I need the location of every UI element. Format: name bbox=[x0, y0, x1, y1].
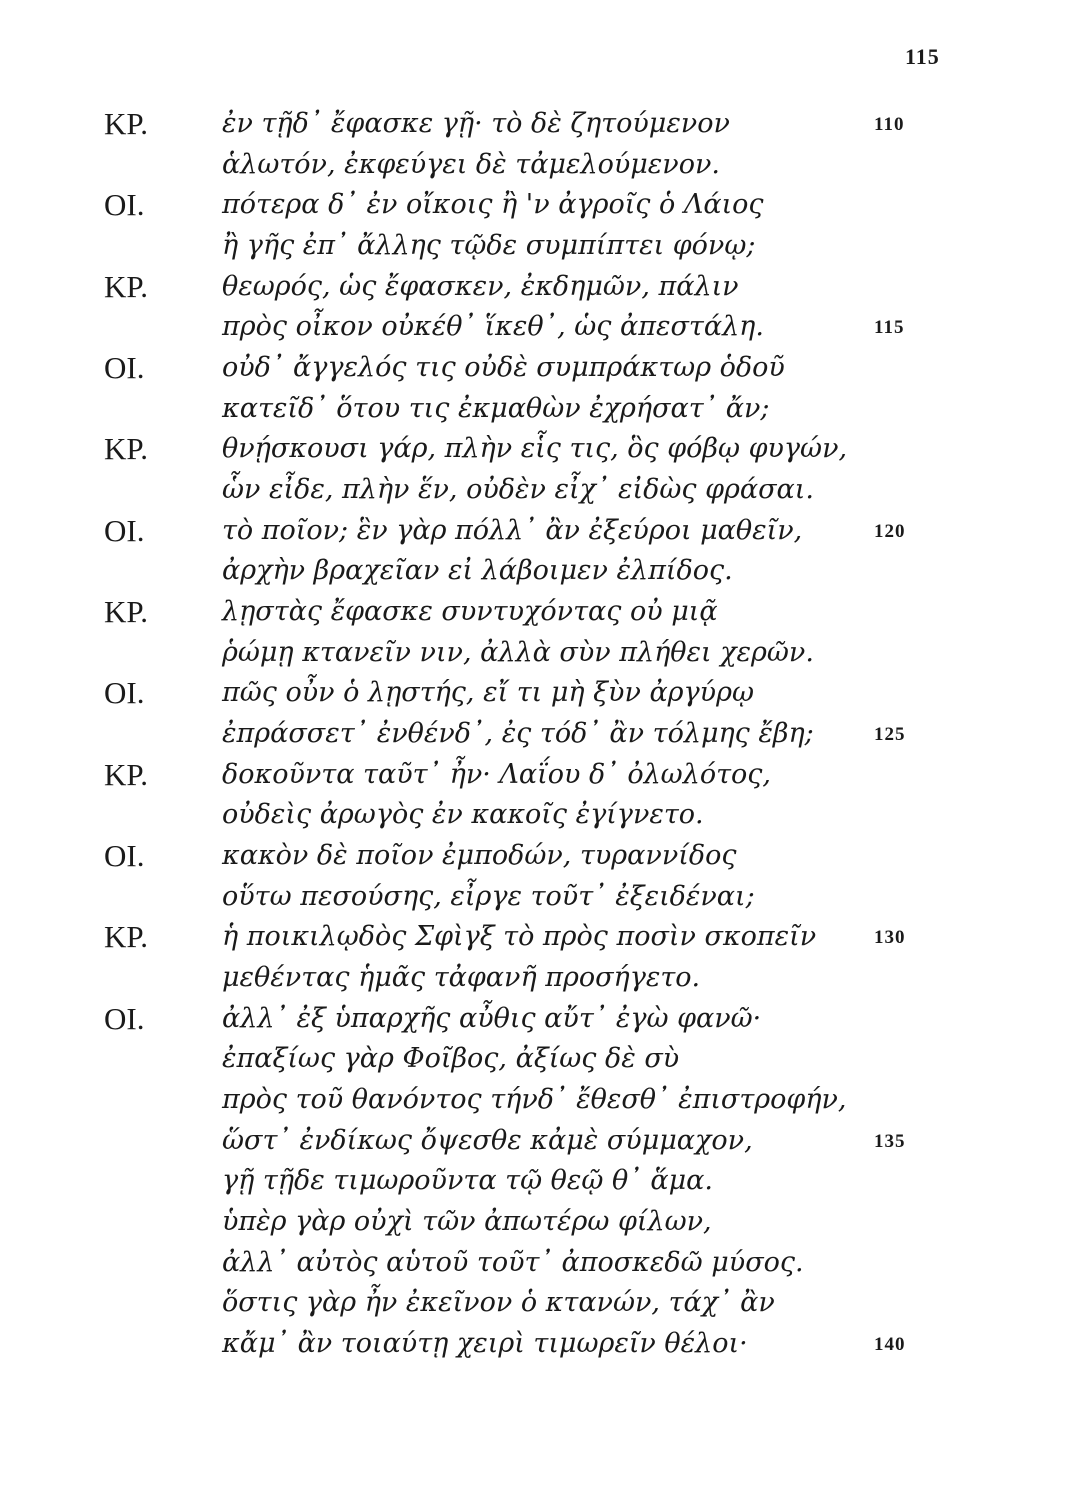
verse-text: ὥστ᾽ ἐνδίκως ὄψεσθε κἀμὲ σύμμαχον, bbox=[222, 1125, 753, 1156]
speaker-label: ΚΡ. bbox=[104, 919, 148, 954]
verse-line bbox=[0, 1285, 1068, 1325]
line-number: 115 bbox=[874, 317, 905, 338]
verse-line bbox=[0, 553, 1068, 593]
verse-text: ὑπὲρ γὰρ οὐχὶ τῶν ἀπωτέρω φίλων, bbox=[222, 1206, 712, 1237]
verse-text: θνῄσκουσι γάρ, πλὴν εἷς τις, ὃς φόβῳ φυγών, bbox=[222, 433, 848, 464]
verse-text: τὸ ποῖον; ἓν γὰρ πόλλ᾽ ἂν ἐξεύροι μαθεῖν, bbox=[222, 515, 803, 546]
speaker-label: ΟΙ. bbox=[104, 350, 145, 385]
verse-line bbox=[0, 1041, 1068, 1081]
verse-line bbox=[0, 472, 1068, 512]
verse-text: ὅστις γὰρ ἦν ἐκεῖνον ὁ κτανών, τάχ᾽ ἂν bbox=[222, 1287, 775, 1318]
verse-line bbox=[0, 1204, 1068, 1244]
verse-text: γῇ τῇδε τιμωροῦντα τῷ θεῷ θ᾽ ἅμα. bbox=[222, 1165, 713, 1196]
line-number: 110 bbox=[874, 114, 905, 135]
verse-line bbox=[0, 147, 1068, 187]
speaker-label: ΟΙ. bbox=[104, 513, 145, 548]
verse-text: ἁλωτόν, ἐκφεύγει δὲ τἀμελούμενον. bbox=[222, 149, 720, 180]
verse-line bbox=[0, 391, 1068, 431]
verse-line bbox=[0, 635, 1068, 675]
verse-line bbox=[0, 269, 1068, 309]
verse-line bbox=[0, 757, 1068, 797]
speaker-label: ΟΙ. bbox=[104, 187, 145, 222]
verse-text: θεωρός, ὡς ἔφασκεν, ἐκδημῶν, πάλιν bbox=[222, 271, 739, 302]
line-number: 125 bbox=[874, 724, 906, 745]
line-number: 140 bbox=[874, 1334, 906, 1355]
verse-text: πότερα δ᾽ ἐν οἴκοις ἢ 'ν ἀγροῖς ὁ Λάιος bbox=[222, 189, 764, 220]
verse-text: οὐδεὶς ἀρωγὸς ἐν κακοῖς ἐγίγνετο. bbox=[222, 799, 704, 830]
verse-text: ἐπράσσετ᾽ ἐνθένδ᾽, ἐς τόδ᾽ ἂν τόλμης ἔβη; bbox=[222, 718, 814, 749]
verse-text: οὕτω πεσούσης, εἶργε τοῦτ᾽ ἐξειδέναι; bbox=[222, 881, 755, 912]
verse-line bbox=[0, 1245, 1068, 1285]
verse-line bbox=[0, 106, 1068, 146]
verse-line bbox=[0, 513, 1068, 553]
line-number: 135 bbox=[874, 1131, 906, 1152]
verse-text: πρὸς τοῦ θανόντος τήνδ᾽ ἔθεσθ᾽ ἐπιστροφήν, bbox=[222, 1084, 847, 1115]
verse-line bbox=[0, 797, 1068, 837]
speaker-label: ΚΡ. bbox=[104, 431, 148, 466]
verse-text: κατεῖδ᾽ ὅτου τις ἐκμαθὼν ἐχρήσατ᾽ ἄν; bbox=[222, 393, 770, 424]
verse-text: ἀλλ᾽ ἐξ ὑπαρχῆς αὖθις αὔτ᾽ ἐγὼ φανῶ· bbox=[222, 1003, 762, 1034]
verse-line bbox=[0, 309, 1068, 349]
verse-line bbox=[0, 1001, 1068, 1041]
line-number: 130 bbox=[874, 927, 906, 948]
verse-line bbox=[0, 838, 1068, 878]
verse-text: ὧν εἶδε, πλὴν ἕν, οὐδὲν εἶχ᾽ εἰδὼς φράσαι. bbox=[222, 474, 814, 505]
verse-text: ῥώμῃ κτανεῖν νιν, ἀλλὰ σὺν πλήθει χερῶν. bbox=[222, 637, 814, 668]
verse-text: ἐπαξίως γὰρ Φοῖβος, ἀξίως δὲ σὺ bbox=[222, 1043, 680, 1074]
verse-text: λῃστὰς ἔφασκε συντυχόντας οὐ μιᾷ bbox=[222, 596, 718, 627]
verse-line bbox=[0, 716, 1068, 756]
verse-line bbox=[0, 431, 1068, 471]
verse-text: οὐδ᾽ ἄγγελός τις οὐδὲ συμπράκτωρ ὁδοῦ bbox=[222, 352, 785, 383]
speaker-label: ΟΙ. bbox=[104, 1001, 145, 1036]
verse-line bbox=[0, 1326, 1068, 1366]
verse-text: μεθέντας ἡμᾶς τἀφανῆ προσήγετο. bbox=[222, 962, 701, 993]
verse-text: ἀλλ᾽ αὐτὸς αὑτοῦ τοῦτ᾽ ἀποσκεδῶ μύσος. bbox=[222, 1247, 804, 1278]
verse-text: πῶς οὖν ὁ λῃστής, εἴ τι μὴ ξὺν ἀργύρῳ bbox=[222, 677, 754, 708]
speaker-label: ΚΡ. bbox=[104, 757, 148, 792]
verse-text: ἀρχὴν βραχεῖαν εἰ λάβοιμεν ἐλπίδος. bbox=[222, 555, 733, 586]
line-number: 120 bbox=[874, 521, 906, 542]
verse-line bbox=[0, 675, 1068, 715]
verse-line bbox=[0, 919, 1068, 959]
verse-line bbox=[0, 960, 1068, 1000]
verse-line bbox=[0, 187, 1068, 227]
speaker-label: ΟΙ. bbox=[104, 838, 145, 873]
page-number: 115 bbox=[905, 44, 940, 69]
verse-line bbox=[0, 350, 1068, 390]
verse-text: κἄμ᾽ ἂν τοιαύτῃ χειρὶ τιμωρεῖν θέλοι· bbox=[222, 1328, 748, 1359]
speaker-label: ΚΡ. bbox=[104, 269, 148, 304]
verse-text: ἢ γῆς ἐπ᾽ ἄλλης τῷδε συμπίπτει φόνῳ; bbox=[222, 230, 756, 261]
speaker-label: ΟΙ. bbox=[104, 675, 145, 710]
verse-line bbox=[0, 879, 1068, 919]
verse-line bbox=[0, 1082, 1068, 1122]
verse-text: δοκοῦντα ταῦτ᾽ ἦν· Λαΐου δ᾽ ὀλωλότος, bbox=[222, 759, 771, 790]
verse-text: πρὸς οἶκον οὐκέθ᾽ ἵκεθ᾽, ὡς ἀπεστάλη. bbox=[222, 311, 764, 342]
verse-line bbox=[0, 1123, 1068, 1163]
verse-line bbox=[0, 1163, 1068, 1203]
verse-text: κακὸν δὲ ποῖον ἐμποδών, τυραννίδος bbox=[222, 840, 737, 871]
verse-text: ἐν τῇδ᾽ ἔφασκε γῇ· τὸ δὲ ζητούμενον bbox=[222, 108, 730, 139]
verse-line bbox=[0, 594, 1068, 634]
speaker-label: ΚΡ. bbox=[104, 594, 148, 629]
speaker-label: ΚΡ. bbox=[104, 106, 148, 141]
verse-line bbox=[0, 228, 1068, 268]
verse-text: ἡ ποικιλῳδὸς Σφὶγξ τὸ πρὸς ποσὶν σκοπεῖν bbox=[222, 921, 817, 952]
